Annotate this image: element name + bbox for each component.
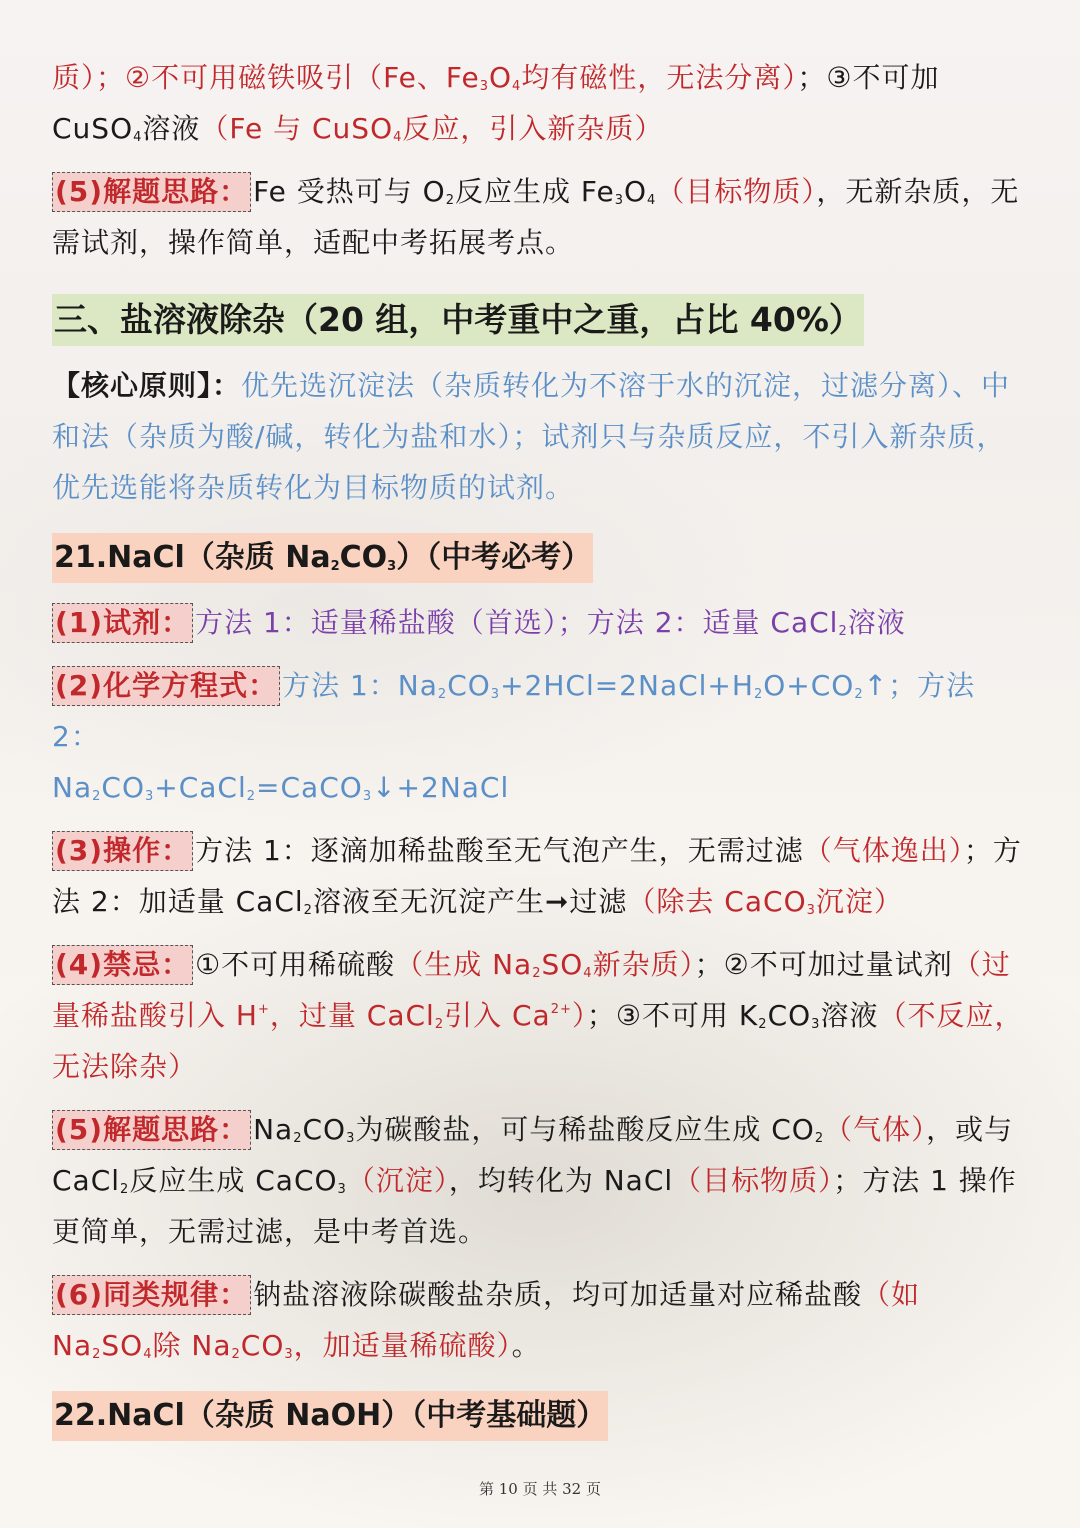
text-span: （气体） <box>824 1113 927 1146</box>
subscript: 3 <box>337 1182 347 1197</box>
text-span: +CaCl <box>154 771 247 804</box>
text-span: 除 Na <box>152 1329 232 1362</box>
text-span: CO <box>339 540 388 575</box>
subscript: 3 <box>479 79 489 94</box>
text-span: 钠盐溶液除碳酸盐杂质，均可加适量对应稀盐酸 <box>253 1278 863 1311</box>
subscript: 2 <box>92 789 102 804</box>
continued-paragraph <box>52 52 1027 154</box>
subscript: 3 <box>144 789 155 804</box>
subscript: 2 <box>854 687 864 702</box>
subscript: 2 <box>92 1347 102 1362</box>
superscript: 2+ <box>550 1002 572 1017</box>
text-span: 方法 1：逐滴加稀盐酸至无气泡产生，无需过滤 <box>195 834 804 867</box>
subscript: 2 <box>753 687 764 702</box>
solution-idea-tag: (5)解题思路： <box>52 172 251 212</box>
text-span: CO <box>302 1113 347 1146</box>
subscript: 2 <box>231 1347 241 1362</box>
text-span: （Fe、Fe <box>354 61 480 94</box>
subscript: 2 <box>293 1131 303 1146</box>
subscript: 2 <box>532 966 542 981</box>
text-span: CO <box>767 999 812 1032</box>
text-span: （除去 CaCO <box>627 885 807 918</box>
text-span: （气体逸出） <box>803 834 964 867</box>
text-span: 方法 1：Na <box>282 669 438 702</box>
text-span: 21.NaCl（杂质 Na <box>54 540 331 575</box>
text-span: 质）；②不可用磁铁吸引 <box>52 61 355 94</box>
text-span: 均有磁性，无法分离） <box>521 61 798 94</box>
document-page <box>52 52 1027 1455</box>
text-span: （目标物质） <box>656 175 817 208</box>
text-span: 溶液至无沉淀产生➞过滤 <box>312 885 628 918</box>
text-span: 新杂质） <box>592 948 695 981</box>
text-span: （生成 Na <box>395 948 533 981</box>
text-span: 为碳酸盐，可与稀盐酸反应生成 CO <box>355 1113 815 1146</box>
core-principle-text: 优先选沉淀法（杂质转化为不溶于水的沉淀，过滤分离）、中和法（杂质为酸/碱，转化为盐和水）；试剂只与杂质反应，不引入新杂质，优先选能将杂质转化为目标物质的试剂。 <box>52 369 1011 504</box>
subscript: 2 <box>120 1182 130 1197</box>
subscript: 2 <box>330 559 340 574</box>
text-span: （不反应，无法除杂） <box>52 999 1024 1083</box>
reagent-tag: (1)试剂： <box>52 603 193 643</box>
subscript: 3 <box>614 193 624 208</box>
subscript: 3 <box>811 1017 821 1032</box>
solution-idea-tag: (5)解题思路： <box>52 1110 251 1150</box>
text-span: 溶液 <box>820 999 879 1032</box>
text-span: O+CO <box>763 669 855 702</box>
text-span: ①不可用稀硫酸 <box>195 948 396 981</box>
text-span: ） <box>571 999 587 1032</box>
text-span: ；③不可加 CuSO <box>52 61 940 145</box>
core-principle-paragraph <box>52 360 1027 513</box>
subscript: 2 <box>437 687 448 702</box>
page-footer: 第 10 页 共 32 页 <box>478 1480 601 1498</box>
text-span: CO <box>101 771 145 804</box>
text-span: 沉淀） <box>815 885 903 918</box>
subscript: 4 <box>133 130 143 145</box>
subscript: 2 <box>246 789 257 804</box>
text-span: Na <box>52 771 93 804</box>
text-span: ，加适量稀硫酸） <box>293 1329 512 1362</box>
text-span: ）（中考必考） <box>396 540 592 575</box>
solution-idea-paragraph-21 <box>52 1104 1027 1257</box>
text-span: Fe 受热可与 O <box>253 175 446 208</box>
text-span: （过量稀盐酸引入 H <box>52 948 1011 1032</box>
text-span: 反应生成 CaCO <box>129 1164 338 1197</box>
similar-rule-paragraph <box>52 1269 1027 1371</box>
text-span: （如 Na <box>52 1278 921 1362</box>
core-principle-label: 【核心原则】： <box>52 369 242 402</box>
text-span: ，或与 CaCl <box>52 1113 1014 1197</box>
text-span: ；②不可加过量试剂 <box>694 948 953 981</box>
subscript: 3 <box>490 687 501 702</box>
text-span: SO <box>101 1329 144 1362</box>
subscript: 4 <box>647 193 657 208</box>
text-span: Na <box>253 1113 294 1146</box>
solution-idea-paragraph <box>52 166 1027 268</box>
text-span: ↓+2NaCl <box>372 771 510 804</box>
text-span: （沉淀） <box>346 1164 449 1197</box>
text-span: 溶液 <box>847 606 906 639</box>
text-span: O <box>624 175 648 208</box>
subscript: 2 <box>445 193 456 208</box>
subscript: 2 <box>838 624 848 639</box>
text-span: CO <box>240 1329 285 1362</box>
subscript: 2 <box>814 1131 825 1146</box>
text-span: ，无新杂质，无需试剂，操作简单，适配中考拓展考点。 <box>52 175 1020 259</box>
subscript: 4 <box>393 130 403 145</box>
text-span: O <box>489 61 513 94</box>
similar-rule-tag: (6)同类规律： <box>52 1275 251 1315</box>
section-heading: 三、盐溶液除杂（20 组，中考重中之重，占比 40%） <box>52 294 864 346</box>
text-span: （目标物质） <box>673 1164 834 1197</box>
item-22-heading: 22.NaCl（杂质 NaOH）（中考基础题） <box>52 1391 608 1441</box>
subscript: 4 <box>143 1347 153 1362</box>
equation-tag: (2)化学方程式： <box>52 666 280 706</box>
subscript: 3 <box>346 1131 356 1146</box>
superscript: + <box>257 1002 270 1017</box>
text-span: ；方法 1 操作更简单，无需过滤，是中考首选。 <box>52 1164 1017 1248</box>
subscript: 2 <box>303 903 313 918</box>
subscript: 2 <box>758 1017 768 1032</box>
item-21-heading <box>52 533 593 583</box>
subscript: 4 <box>512 79 522 94</box>
taboo-tag: (4)禁忌： <box>52 945 193 985</box>
subscript: 2 <box>434 1017 445 1032</box>
text-span: ↑；方法 2： <box>52 669 976 753</box>
text-span: +2HCl=2NaCl+H <box>500 669 754 702</box>
subscript: 3 <box>284 1347 294 1362</box>
text-span: 反应，引入新杂质） <box>402 112 664 145</box>
subscript: 4 <box>583 966 593 981</box>
text-span: ，过量 CaCl <box>269 999 435 1032</box>
equation-paragraph <box>52 660 1027 813</box>
text-span: 引入 Ca <box>444 999 551 1032</box>
text-span: 。 <box>511 1329 541 1362</box>
text-span: CO <box>447 669 491 702</box>
taboo-paragraph <box>52 939 1027 1092</box>
text-span: ，均转化为 NaCl <box>448 1164 674 1197</box>
text-span: ；③不可用 K <box>586 999 759 1032</box>
subscript: 3 <box>362 789 373 804</box>
text-span: SO <box>541 948 584 981</box>
text-span: ；方法 2：加适量 CaCl <box>52 834 1022 918</box>
text-span: 方法 1：适量稀盐酸（首选）；方法 2：适量 CaCl <box>195 606 839 639</box>
text-span: =CaCO <box>256 771 363 804</box>
text-span: 溶液 <box>142 112 201 145</box>
reagent-paragraph <box>52 597 1027 648</box>
subscript: 3 <box>387 559 397 574</box>
operation-paragraph <box>52 825 1027 927</box>
text-span: （Fe 与 CuSO <box>200 112 394 145</box>
text-span: 反应生成 Fe <box>455 175 615 208</box>
subscript: 3 <box>806 903 816 918</box>
operation-tag: (3)操作： <box>52 831 193 871</box>
